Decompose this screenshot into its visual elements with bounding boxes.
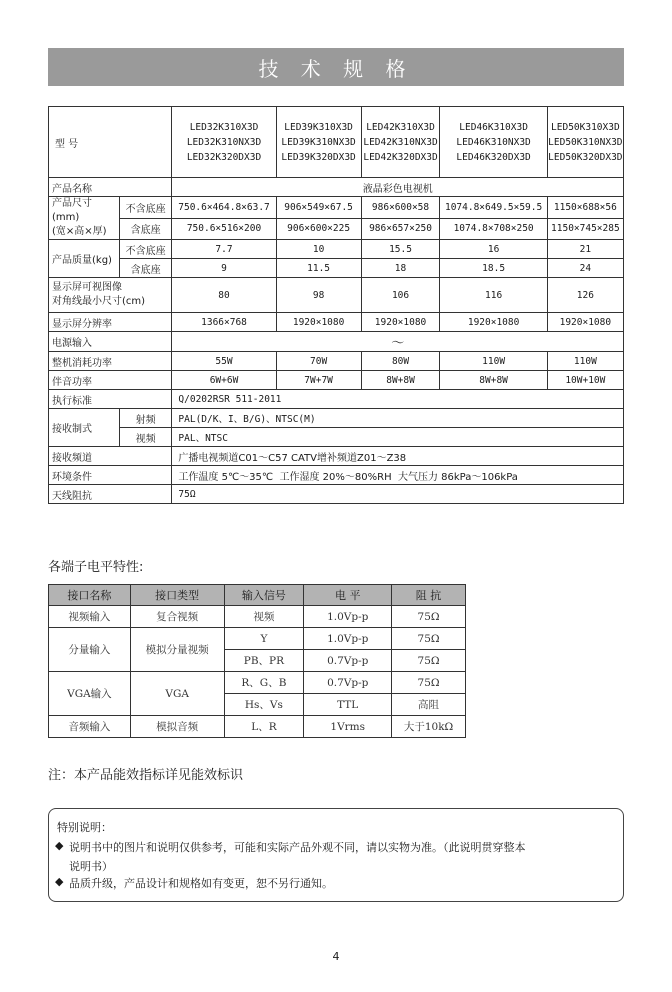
audio-power-cell: 8W+8W (361, 371, 440, 390)
size-cell: 1150×745×285 (547, 218, 623, 240)
weight-cell: 24 (547, 259, 623, 278)
video-label: 视频 (119, 428, 172, 447)
audio-power-label: 伴音功率 (49, 371, 172, 390)
model-cell: LED39K310X3D LED39K310NX3D LED39K320DX3D (276, 107, 361, 178)
port-name: 分量输入 (49, 628, 131, 672)
weight-cell: 16 (440, 240, 547, 259)
consumption-cell: 80W (361, 352, 440, 371)
port-level: 1Vrms (304, 716, 392, 738)
energy-note: 注：本产品能效指标详见能效标识 (48, 768, 244, 783)
receive-label: 接收制式 (49, 409, 120, 447)
consumption-label: 整机消耗功率 (49, 352, 172, 371)
table-row (49, 716, 466, 738)
port-level: 0.7Vp-p (304, 650, 392, 672)
diagonal-cell: 106 (361, 278, 440, 313)
diagonal-label: 显示屏可视图像 对角线最小尺寸(cm) (49, 278, 172, 313)
weight-row (49, 259, 624, 278)
channel-value: 广播电视频道C01～C57 CATV增补频道Z01～Z38 (172, 447, 624, 466)
port-type: VGA (130, 672, 224, 716)
without-stand-label: 不含底座 (119, 240, 172, 259)
port-signal: L、R (224, 716, 304, 738)
notice-text: 说明书中的图片和说明仅供参考，可能和实际产品外观不同，请以实物为准。（此说明贯穿整本 (69, 841, 526, 854)
port-impedance: 75Ω (392, 650, 466, 672)
port-level: 1.0Vp-p (304, 606, 392, 628)
notice-item (55, 875, 333, 891)
notice-text: 说明书） (69, 860, 113, 873)
size-label: 产品尺寸(mm) (宽×高×厚) (49, 197, 120, 240)
special-notice-heading: 特别说明： (57, 821, 112, 834)
port-type: 模拟分量视频 (130, 628, 224, 672)
port-impedance: 高阻 (392, 694, 466, 716)
audio-power-cell: 6W+6W (172, 371, 276, 390)
weight-cell: 15.5 (361, 240, 440, 259)
port-signal: 视频 (224, 606, 304, 628)
consumption-cell: 70W (276, 352, 361, 371)
size-cell: 1074.8×708×250 (440, 218, 547, 240)
port-level: 0.7Vp-p (304, 672, 392, 694)
port-type: 模拟音频 (130, 716, 224, 738)
antenna-label: 天线阻抗 (49, 485, 172, 504)
port-level: TTL (304, 694, 392, 716)
port-impedance: 75Ω (392, 672, 466, 694)
model-cell: LED42K310X3D LED42K310NX3D LED42K320DX3D (361, 107, 440, 178)
consumption-cell: 110W (440, 352, 547, 371)
weight-cell: 21 (547, 240, 623, 259)
weight-cell: 10 (276, 240, 361, 259)
size-cell: 1074.8×649.5×59.5 (440, 197, 547, 219)
rf-value: PAL(D/K、I、B/G)、NTSC(M) (172, 409, 624, 428)
size-cell: 986×600×58 (361, 197, 440, 219)
power-input-value: ～ (172, 332, 624, 352)
size-cell: 750.6×464.8×63.7 (172, 197, 276, 219)
port-impedance: 大于10kΩ (392, 716, 466, 738)
diagonal-row (49, 278, 624, 313)
diagonal-cell: 126 (547, 278, 623, 313)
power-input-label: 电源输入 (49, 332, 172, 352)
column-header: 接口类型 (130, 585, 224, 606)
weight-cell: 7.7 (172, 240, 276, 259)
ports-table (48, 584, 466, 738)
size-cell: 906×600×225 (276, 218, 361, 240)
spec-table (48, 106, 624, 504)
standard-value: Q/0202RSR 511-2011 (172, 390, 624, 409)
diagonal-cell: 98 (276, 278, 361, 313)
resolution-cell: 1366×768 (172, 313, 276, 332)
diagonal-cell: 80 (172, 278, 276, 313)
page-number: 4 (332, 950, 340, 963)
channel-row (49, 447, 624, 466)
audio-power-row (49, 371, 624, 390)
audio-power-cell: 8W+8W (440, 371, 547, 390)
receive-row (49, 409, 624, 428)
port-signal: R、G、B (224, 672, 304, 694)
size-cell: 750.6×516×200 (172, 218, 276, 240)
column-header: 接口名称 (49, 585, 131, 606)
column-header: 电 平 (304, 585, 392, 606)
model-cell: LED46K310X3D LED46K310NX3D LED46K320DX3D (440, 107, 547, 178)
weight-cell: 18.5 (440, 259, 547, 278)
audio-power-cell: 7W+7W (276, 371, 361, 390)
ports-section-title: 各端子电平特性: (48, 560, 144, 575)
weight-label: 产品质量(kg) (49, 240, 120, 278)
size-cell: 1150×688×56 (547, 197, 623, 219)
port-signal: Y (224, 628, 304, 650)
environment-value: 工作温度 5℃～35℃ 工作湿度 20%～80%RH 大气压力 86kPa～106kPa (172, 466, 624, 485)
diagonal-cell: 116 (440, 278, 547, 313)
table-row (49, 672, 466, 694)
port-name: VGA输入 (49, 672, 131, 716)
port-type: 复合视频 (130, 606, 224, 628)
model-row (49, 107, 624, 178)
model-cell: LED32K310X3D LED32K310NX3D LED32K320DX3D (172, 107, 276, 178)
model-label: 型 号 (49, 107, 172, 178)
port-level: 1.0Vp-p (304, 628, 392, 650)
model-cell: LED50K310X3D LED50K310NX3D LED50K320DX3D (547, 107, 623, 178)
resolution-cell: 1920×1080 (440, 313, 547, 332)
with-stand-label: 含底座 (119, 218, 172, 240)
consumption-row (49, 352, 624, 371)
standard-row (49, 390, 624, 409)
port-impedance: 75Ω (392, 628, 466, 650)
port-impedance: 75Ω (392, 606, 466, 628)
with-stand-label: 含底座 (119, 259, 172, 278)
column-header: 阻 抗 (392, 585, 466, 606)
standard-label: 执行标准 (49, 390, 172, 409)
port-signal: Hs、Vs (224, 694, 304, 716)
resolution-label: 显示屏分辨率 (49, 313, 172, 332)
consumption-cell: 55W (172, 352, 276, 371)
consumption-cell: 110W (547, 352, 623, 371)
resolution-cell: 1920×1080 (361, 313, 440, 332)
power-input-row (49, 332, 624, 352)
size-row (49, 197, 624, 219)
antenna-row (49, 485, 624, 504)
weight-cell: 9 (172, 259, 276, 278)
channel-label: 接收频道 (49, 447, 172, 466)
antenna-value: 75Ω (172, 485, 624, 504)
port-name: 音频输入 (49, 716, 131, 738)
weight-row (49, 240, 624, 259)
table-row (49, 606, 466, 628)
port-signal: PB、PR (224, 650, 304, 672)
column-header: 输入信号 (224, 585, 304, 606)
size-cell: 986×657×250 (361, 218, 440, 240)
ports-header-row (49, 585, 466, 606)
product-name-label: 产品名称 (49, 178, 172, 197)
page-title: 技 术 规 格 (48, 48, 624, 86)
table-row (49, 628, 466, 650)
environment-row (49, 466, 624, 485)
diamond-bullet-icon: ◆ (55, 875, 64, 888)
product-name-row (49, 178, 624, 197)
receive-row (49, 428, 624, 447)
size-row (49, 218, 624, 240)
special-notice-box (48, 808, 624, 902)
size-cell: 906×549×67.5 (276, 197, 361, 219)
notice-item (55, 839, 526, 874)
product-name-value: 液晶彩色电视机 (172, 178, 624, 197)
without-stand-label: 不含底座 (119, 197, 172, 219)
resolution-cell: 1920×1080 (547, 313, 623, 332)
resolution-row (49, 313, 624, 332)
environment-label: 环境条件 (49, 466, 172, 485)
rf-label: 射频 (119, 409, 172, 428)
port-name: 视频输入 (49, 606, 131, 628)
video-value: PAL、NTSC (172, 428, 624, 447)
audio-power-cell: 10W+10W (547, 371, 623, 390)
notice-text: 品质升级，产品设计和规格如有变更，恕不另行通知。 (69, 877, 333, 890)
weight-cell: 11.5 (276, 259, 361, 278)
diamond-bullet-icon: ◆ (55, 839, 64, 852)
weight-cell: 18 (361, 259, 440, 278)
resolution-cell: 1920×1080 (276, 313, 361, 332)
